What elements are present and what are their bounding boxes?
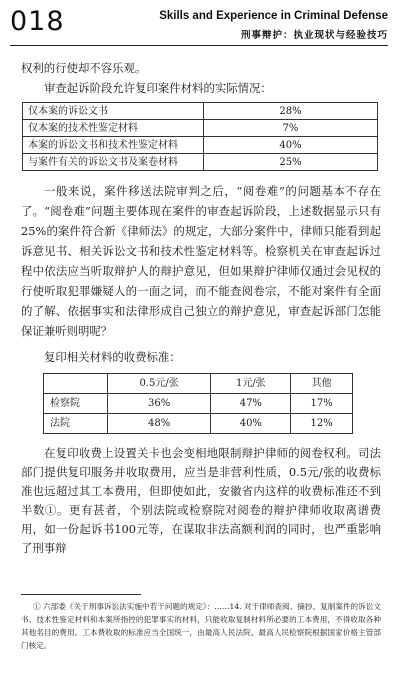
page-number: 018 xyxy=(10,6,65,37)
table-row xyxy=(23,103,378,120)
table-header-row xyxy=(44,374,353,394)
continuation-line: 权利的行使却不容乐观。 xyxy=(21,61,147,75)
table-cell: 48% xyxy=(108,414,211,434)
table-header-cell: 0.5元/张 xyxy=(108,374,211,394)
table-cell-value: 40% xyxy=(204,137,378,154)
table-cell-label: 本案的诉讼文书和技术性鉴定材料 xyxy=(23,137,204,154)
table-cell: 法院 xyxy=(44,414,108,434)
table-cell-value: 25% xyxy=(204,154,378,171)
table-cell-value: 7% xyxy=(204,120,378,137)
table-cell: 36% xyxy=(108,394,211,414)
table-cell: 17% xyxy=(291,394,353,414)
table-header-cell: 其他 xyxy=(291,374,353,394)
footnote-rule xyxy=(21,594,141,595)
table-cell-value: 28% xyxy=(204,103,378,120)
paragraph-copy-fees: 在复印收费上设置关卡也会变相地限制辩护律师的阅卷权利。司法部门提供复印服务并收取费用，应当是非营利性质，0.5元/张的收费标准也远超过其工本费用，但即使如此，安徽省内这样的收费标准还不到半数①。更有甚者，个别法院或检察院对阅卷的辩护律师收取离谱费用，如一份起诉书100元等，在谋取非法高额利润的同时，也严重影响了刑事辩 xyxy=(21,446,381,555)
running-title-chinese: 刑事辩护：执业现状与经验技巧 xyxy=(240,30,388,41)
table-row xyxy=(23,137,378,154)
table-cell-label: 仅本案的技术性鉴定材料 xyxy=(23,120,204,137)
table-header-cell: 1元/张 xyxy=(211,374,291,394)
table-row xyxy=(44,414,353,434)
table-header-cell xyxy=(44,374,108,394)
paragraph-file-review: 一般来说，案件移送法院审判之后，“阅卷难”的问题基本不存在了。“阅卷难”问题主要体现在案件的审查起诉阶段，上述数据显示只有25%的案件符合新《律师法》的规定，大部分案件中，律师只能看到起诉意见书、相关诉讼文书和技术性鉴定材料等。检察机关在审查起诉过程中依法应当听取辩护人的辩护意见，但如果辩护律师仅通过会见权的行使听取犯罪嫌疑人的一面之词，而不能查阅卷宗，不能对案件有全面的了解、依据事实和法律形成自己独立的辩护意见，审查起诉部门怎能保证兼听则明呢？ xyxy=(21,184,381,338)
table-cell: 12% xyxy=(291,414,353,434)
table-cell: 40% xyxy=(211,414,291,434)
copy-fee-table xyxy=(43,373,353,434)
table1-caption: 审查起诉阶段允许复印案件材料的实际情况： xyxy=(44,81,272,95)
table-cell-label: 与案件有关的诉讼文书及案卷材料 xyxy=(23,154,204,171)
table-row xyxy=(44,394,353,414)
body-text xyxy=(21,58,381,558)
running-title-english: Skills and Experience in Criminal Defense xyxy=(159,10,388,22)
table-row xyxy=(23,154,378,171)
table2-caption: 复印相关材料的收费标准： xyxy=(44,350,181,364)
header-rule xyxy=(10,45,388,46)
table-row xyxy=(23,120,378,137)
copy-permission-table xyxy=(22,102,378,171)
table-cell: 47% xyxy=(211,394,291,414)
table-cell: 检察院 xyxy=(44,394,108,414)
footnote: ① 六部委《关于刑事诉讼法实施中若干问题的规定》：……14. 对于律师查阅、摘抄、复制案件的诉讼文书、技术性鉴定材料和本案所指控的犯罪事实的材料，只能收取复制材料所必要的工本费用，不得收取各种其他名目的费用。工本费收取的标准应当全国统一，由最高人民法院、最高人民检察院根据国家价格主管部门核定。 xyxy=(21,602,381,650)
table-cell-label: 仅本案的诉讼文书 xyxy=(23,103,204,120)
